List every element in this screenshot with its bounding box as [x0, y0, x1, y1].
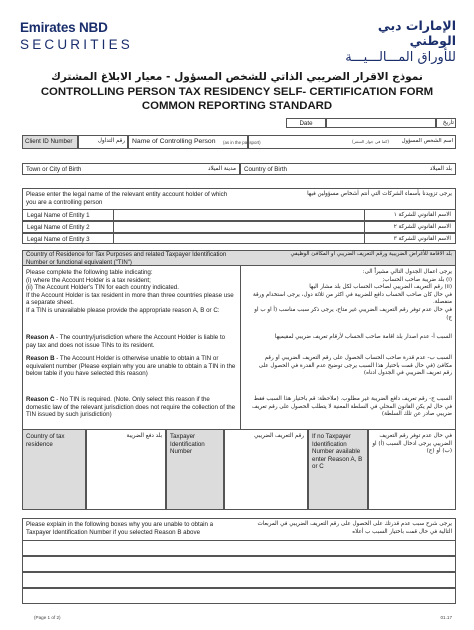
entity-divider-left [113, 209, 114, 244]
date-label-ar-cell [436, 118, 456, 128]
client-id-label-ar: رقم التداول [97, 138, 125, 144]
taxpayer-identification-number-input[interactable] [224, 429, 308, 510]
instructions-ar [248, 269, 452, 322]
client-id-label: Client ID Number [25, 138, 73, 145]
controlling-person-name-label-ar: اسم الشخص المسؤول [401, 138, 453, 144]
country-of-birth-label: Country of Birth [244, 165, 287, 173]
controlling-person-name-label-cell [128, 135, 261, 149]
town-of-birth-input[interactable] [22, 163, 240, 175]
entity-row[interactable] [22, 209, 456, 221]
tax-heading-en: Country of Residence for Tax Purposes and related Taxpayer Identification Number or functional equivalent ("TIN") [26, 251, 227, 266]
logo-ar-bottom: للأوراق المـــالـــيـــة [345, 50, 456, 65]
explain-label-ar: يرجى شرح سبب عدم قدرتك على الحصول على رقم التعريف الضريبي في المربعات التالية في حال قمت باختيار السبب ب أعلاه [257, 521, 452, 535]
reason-c-ar: السبب ج- رقم تعريف دافع الضريبة غير مطلوب. (ملاحظة: قم باختيار هذا السبب فقط في حال لم يكن القانون المحلي في السلطة المعنية لا يتطلب الحصول على رقم تعريف ضريبي صادر عن تلك السلطة) [251, 396, 452, 418]
tin-col-number-label-ar: رقم التعريف الضريبي [254, 433, 304, 439]
instruction-line: Please complete the following table indicating: [26, 269, 153, 276]
instruction-line: (ii) The Account Holder's TIN for each country indicated. [26, 284, 179, 292]
controlling-person-name-note: (as in the passport) [223, 140, 261, 145]
country-of-birth-label-ar: بلد الميلاد [429, 165, 452, 172]
reason-b-text: - The Account Holder is otherwise unable to obtain a TIN or equivalent number (Please explain why you are unable to obtain a TIN in the below table if you have selected this reason) [26, 355, 236, 378]
instruction-line-ar: يرجى اعمال الجدول التالي مشيراً الى: [362, 269, 452, 275]
explain-label-en: Please explain in the following boxes why you are unable to obtain a Taxpayer Identification Number if you selected Reason B above [26, 521, 214, 536]
logo-en-bottom: SECURITIES [20, 37, 134, 52]
country-of-birth-input[interactable] [240, 163, 456, 175]
explanation-input[interactable] [22, 540, 456, 556]
tin-col-number-label: Taxpayer Identification Number [170, 433, 205, 456]
explanation-input[interactable] [22, 556, 456, 572]
controlling-person-name-input[interactable] [248, 135, 456, 149]
page-number: (Page 1 of 2) [34, 615, 61, 620]
reason-c-text: - No TIN is required. (Note. Only select this reason if the domestic law of the relevant jurisdiction does not require the collection of the TIN issued by such jurisdiction) [26, 396, 236, 419]
country-of-tax-residence-input[interactable] [86, 429, 166, 510]
tin-reason-input[interactable] [368, 429, 456, 510]
entity-name-label-ar: الاسم القانوني للشركة ٢ [393, 223, 451, 230]
entity-name-label: Legal Name of Entity 3 [27, 235, 90, 243]
tin-col-reason-header [308, 429, 368, 510]
instruction-line: If a TIN is unavailable please provide the appropriate reason A, B or C: [26, 306, 220, 314]
entity-name-label-ar: الاسم القانوني للشركة ٣ [393, 235, 451, 242]
form-title-english: CONTROLLING PERSON TAX RESIDENCY SELF- CERTIFICATION FORM [40, 86, 434, 98]
explanation-input[interactable] [22, 572, 456, 588]
entity-name-label: Legal Name of Entity 2 [27, 223, 90, 231]
date-label: Date [299, 120, 313, 127]
instructions-en [26, 269, 236, 315]
entity-row[interactable] [22, 221, 456, 233]
entity-row[interactable] [22, 233, 456, 244]
logo-en-top: Emirates NBD [20, 20, 108, 35]
entity-divider-right [364, 209, 365, 244]
tax-heading-ar: بلد الاقامة للأغراض الضريبية ورقم التعريف الضريبي او المكافئ الوظيفي [290, 251, 452, 257]
arabic-logo [336, 18, 456, 65]
reason-b-ar: السبب ب- عدم قدرة صاحب الحساب الحصول على رقم التعريف الضريبي او رقم مكافئ (في حال قمت باختيار هذا السبب يرجى توضيح عدم القدرة في الحصول على رقم تعريف الضريبي في الجدول ادناه) [258, 355, 452, 377]
reason-a-en [26, 334, 236, 349]
town-of-birth-label: Town or City of Birth [26, 165, 82, 173]
reason-c-label: Reason C [26, 396, 55, 403]
tin-col-reason-label: If no Taxpayer Identification Number available enter Reason A, B or C [312, 433, 363, 471]
instruction-line-ar: (i) بلد ضريبة صاحب الحساب; [382, 276, 452, 283]
instruction-line-ar: (ii) رقم التعريف الضريبي لصاحب الحساب لكل بلد مشار اليها [309, 284, 452, 291]
entity-name-label-ar: الاسم القانوني للشركة ١ [393, 211, 451, 218]
logo-ar-top: الإمارات دبي الوطني [377, 18, 456, 48]
reason-b-en [26, 355, 236, 378]
reason-a-text: - The country/jurisdiction where the Account Holder is liable to pay tax and does not issue TINs to its resident. [26, 334, 226, 349]
client-id-label-cell [22, 135, 78, 149]
controlling-person-name-note-ar: (كما في جواز السفر) [352, 139, 389, 144]
client-id-input[interactable] [78, 135, 128, 149]
tax-column-divider [240, 266, 241, 429]
entity-intro-en: Please enter the legal name of the relevant entity account holder of which you are a controlling person [26, 191, 228, 206]
controlling-person-name-label: Name of Controlling Person [132, 138, 216, 145]
reason-a-label: Reason A [26, 334, 55, 341]
reason-c-en [26, 396, 236, 419]
emirates-nbd-securities-logo [20, 20, 134, 52]
reason-b-label: Reason B [26, 355, 55, 362]
town-of-birth-label-ar: مدينة الميلاد [208, 165, 236, 172]
instruction-line: (i) where the Account Holder is a tax resident; [26, 276, 151, 284]
date-label-ar: تاريخ [442, 120, 454, 126]
form-version: 01.17 [440, 615, 452, 620]
tin-col-country-header [22, 429, 86, 510]
explanation-input[interactable] [22, 588, 456, 604]
form-subtitle-english: COMMON REPORTING STANDARD [141, 100, 333, 112]
reason-a-ar: السبب أ- عدم اصدار بلد اقامة صاحب الحساب لأرقام تعريف ضريبي لمقيميها [274, 334, 452, 340]
instruction-line-ar: في حال كان صاحب الحساب دافع للضريبة في اكثر من ثلاثة دول، يرجى استخدام ورقة منفصلة. [252, 291, 452, 306]
tin-col-country-label: Country of tax residence [26, 433, 65, 448]
entity-name-label: Legal Name of Entity 1 [27, 211, 90, 219]
tin-col-number-header [166, 429, 224, 510]
instruction-line-ar: في حال عدم توفر رقم التعريف الضريبي غير متاح، يرجى ذكر سبب مناسب (أ او ب او ج) [254, 306, 452, 321]
entity-intro-ar: يرجى تزويدنا بأسماء الشركات التي أنتم أشخاص مسؤولين فيها [307, 191, 452, 197]
tin-col-country-label-ar: بلد دفع الضريبة [126, 433, 162, 439]
instruction-line: If the Account Holder is tax resident in more than three countries please use a separate sheet. [26, 291, 234, 307]
date-label-cell [286, 118, 326, 128]
date-input[interactable] [326, 118, 436, 128]
form-title-arabic: نموذج الاقرار الضريبي الذاتي للشخص المسؤول - معيار الابلاغ المشترك [51, 71, 423, 83]
tin-col-reason-label-ar: في حال عدم توفر رقم التعريف الضريبي يرجى ادخال السبب (أ) او (ب) او (ج) [372, 433, 452, 455]
